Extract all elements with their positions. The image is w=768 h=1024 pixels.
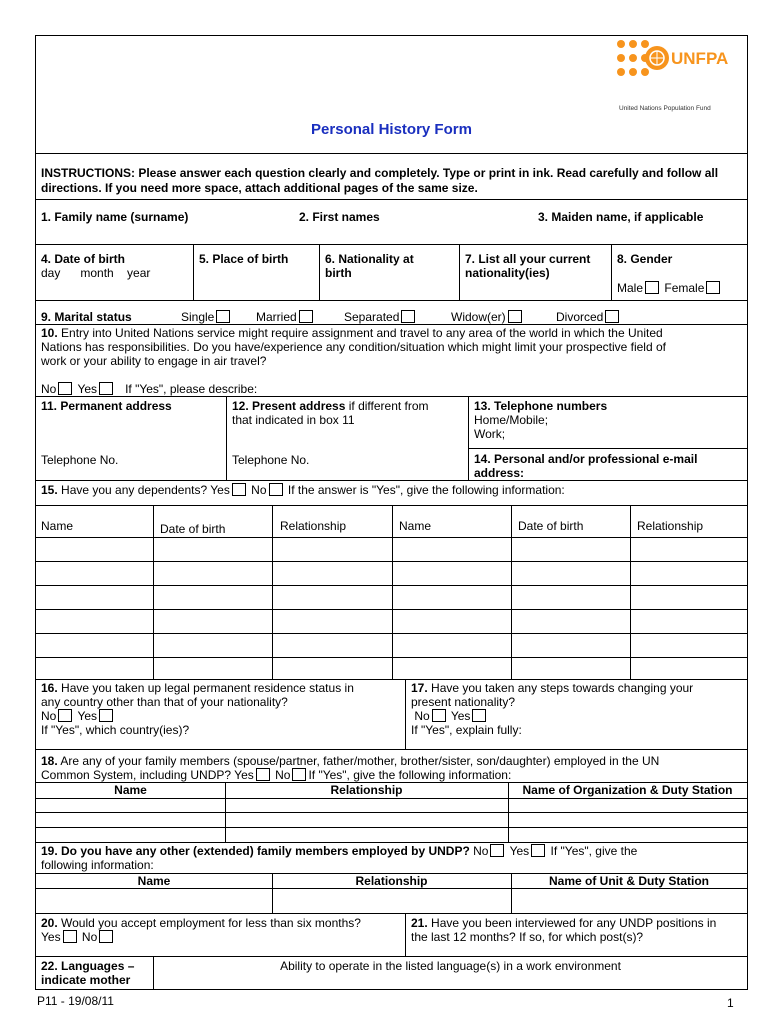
gender-female-label: Female bbox=[664, 281, 705, 295]
q18-line1: Are any of your family members (spouse/partner, father/mother, brother/sister, son/daughter) employed in the UN bbox=[57, 754, 660, 768]
q16-no-label: No bbox=[41, 709, 57, 723]
q15-number: 15. bbox=[41, 483, 58, 497]
undp-family-col-unit: Name of Unit & Duty Station bbox=[548, 874, 709, 888]
q15-no-label: No bbox=[251, 483, 267, 497]
present-address-cell[interactable] bbox=[226, 397, 468, 480]
family-name-label: 1. Family name (surname) bbox=[41, 210, 189, 224]
row-q19 bbox=[36, 843, 747, 874]
q20-yes-checkbox[interactable] bbox=[63, 930, 77, 943]
current-nationality-label-1: 7. List all your current bbox=[465, 252, 591, 266]
work-label: Work; bbox=[474, 427, 506, 441]
q10-number: 10. bbox=[41, 326, 58, 340]
dependents-col-dob-2: Date of birth bbox=[518, 519, 584, 533]
q18-yes-checkbox[interactable] bbox=[256, 768, 270, 781]
q10-line2: Nations has responsibilities. Do you have/experience any condition/situation which might limit your prospective field of bbox=[41, 340, 666, 354]
q20-no-label: No bbox=[81, 930, 98, 944]
telephone-numbers-box[interactable] bbox=[469, 397, 747, 449]
logo-caption: United Nations Population Fund bbox=[619, 105, 711, 112]
q16-number: 16. bbox=[41, 681, 58, 695]
q17-line4: If "Yes", explain fully: bbox=[411, 723, 522, 737]
dependents-col-name-2: Name bbox=[399, 519, 432, 533]
permanent-telephone-label: Telephone No. bbox=[41, 453, 119, 467]
un-family-col-name: Name bbox=[114, 783, 147, 797]
languages-label-2: indicate mother bbox=[41, 973, 131, 987]
q20-yes-label: Yes bbox=[41, 930, 61, 944]
gender-male-label: Male bbox=[617, 281, 644, 295]
date-of-birth-label: 4. Date of birth bbox=[41, 252, 126, 266]
q10-line3: work or your ability to engage in air travel? bbox=[41, 354, 267, 368]
present-address-label: 12. Present address bbox=[232, 399, 346, 413]
instructions-text: INSTRUCTIONS: Please answer each question clearly and completely. Type or print in ink. Read carefully and follow all directions. If you need more space, attach additional pages of the same size. bbox=[41, 166, 719, 195]
q15-rest: If the answer is "Yes", give the following information: bbox=[287, 483, 565, 497]
q20-no-checkbox[interactable] bbox=[99, 930, 113, 943]
row-q16-q17 bbox=[36, 680, 747, 750]
languages-label-1: 22. Languages – bbox=[41, 959, 135, 973]
q19-yes-checkbox[interactable] bbox=[531, 844, 545, 857]
undp-family-table bbox=[36, 874, 747, 914]
gender-male-checkbox[interactable] bbox=[645, 281, 659, 294]
q19-rest: If "Yes", give the bbox=[550, 844, 638, 858]
header-row bbox=[36, 36, 747, 154]
q10-yes-label: Yes bbox=[77, 382, 98, 396]
home-mobile-label: Home/Mobile; bbox=[474, 413, 549, 427]
undp-family-col-relationship: Relationship bbox=[355, 874, 428, 888]
q15-yes-checkbox[interactable] bbox=[232, 483, 246, 496]
present-address-label-rest: if different from bbox=[345, 399, 429, 413]
q20-line1: Would you accept employment for less than six months? bbox=[57, 916, 361, 930]
dependents-col-relationship-2: Relationship bbox=[637, 519, 704, 533]
q19-no-checkbox[interactable] bbox=[490, 844, 504, 857]
row-q18 bbox=[36, 750, 747, 783]
gender-female-checkbox[interactable] bbox=[706, 281, 720, 294]
q15-text: Have you any dependents? Yes bbox=[57, 483, 230, 497]
q16-yes-checkbox[interactable] bbox=[99, 709, 113, 722]
place-of-birth-cell[interactable] bbox=[193, 245, 319, 300]
date-of-birth-cell[interactable] bbox=[36, 245, 193, 300]
unfpa-logo bbox=[609, 36, 739, 120]
place-of-birth-label: 5. Place of birth bbox=[199, 252, 289, 266]
dependents-col-relationship-1: Relationship bbox=[280, 519, 347, 533]
nationality-label-1: 6. Nationality at bbox=[325, 252, 414, 266]
row-marital bbox=[36, 301, 747, 325]
email-label-1: 14. Personal and/or professional e-mail bbox=[474, 452, 698, 466]
present-telephone-label: Telephone No. bbox=[232, 453, 310, 467]
dependents-table bbox=[36, 506, 747, 680]
permanent-address-label: 11. Permanent address bbox=[41, 399, 172, 413]
personal-history-form bbox=[35, 35, 748, 990]
undp-family-col-name: Name bbox=[137, 874, 171, 888]
q17-yes-label: Yes bbox=[450, 709, 471, 723]
q17-no-label: No bbox=[414, 709, 430, 723]
married-checkbox[interactable] bbox=[299, 310, 313, 323]
language-ability-cell bbox=[153, 957, 747, 990]
q10-no-label: No bbox=[41, 382, 57, 396]
un-family-col-organization: Name of Organization & Duty Station bbox=[522, 783, 733, 797]
logo-text: UNFPA bbox=[671, 49, 729, 68]
marital-status-label: 9. Marital status bbox=[41, 310, 132, 324]
q10-describe-label: If "Yes", please describe: bbox=[125, 382, 258, 396]
row-q22 bbox=[36, 957, 747, 990]
gender-cell bbox=[611, 245, 747, 300]
q17-yes-checkbox[interactable] bbox=[472, 709, 486, 722]
languages-cell bbox=[36, 957, 153, 990]
q19-yes-label: Yes bbox=[509, 844, 530, 858]
dependents-col-dob-1: Date of birth bbox=[160, 522, 226, 536]
q19-no-label: No bbox=[473, 844, 489, 858]
q17-no-checkbox[interactable] bbox=[432, 709, 446, 722]
q21-line1: Have you been interviewed for any UNDP positions in bbox=[427, 916, 717, 930]
q17-line2: present nationality? bbox=[411, 695, 516, 709]
row-addresses bbox=[36, 397, 747, 481]
row-q10 bbox=[36, 325, 747, 397]
q10-no-checkbox[interactable] bbox=[58, 382, 72, 395]
q10-yes-checkbox[interactable] bbox=[99, 382, 113, 395]
divorced-label: Divorced bbox=[556, 310, 604, 324]
q15-no-checkbox[interactable] bbox=[269, 483, 283, 496]
telephone-numbers-label: 13. Telephone numbers bbox=[474, 399, 608, 413]
q20-number: 20. bbox=[41, 916, 58, 930]
q18-no-checkbox[interactable] bbox=[292, 768, 306, 781]
row-birth bbox=[36, 245, 747, 301]
q16-line1: Have you taken up legal permanent residence status in bbox=[57, 681, 354, 695]
dependents-col-name-1: Name bbox=[41, 519, 74, 533]
current-nationality-label-2: nationality(ies) bbox=[465, 266, 550, 280]
permanent-address-cell[interactable] bbox=[36, 397, 226, 480]
page-title: Personal History Form bbox=[311, 121, 472, 138]
q21-line2: the last 12 months? If so, for which post(s)? bbox=[411, 930, 644, 944]
q16-line2: any country other than that of your nationality? bbox=[41, 695, 288, 709]
single-label: Single bbox=[181, 310, 215, 324]
q21-number: 21. bbox=[411, 916, 428, 930]
q16-cell bbox=[36, 680, 405, 749]
present-address-line2: that indicated in box 11 bbox=[232, 413, 355, 427]
q18-no-label: No bbox=[275, 768, 291, 782]
q10-line1: Entry into United Nations service might require assignment and travel to any area of the world in which the United bbox=[57, 326, 663, 340]
gender-label: 8. Gender bbox=[617, 252, 673, 266]
page-number: 1 bbox=[727, 996, 734, 1010]
q16-yes-label: Yes bbox=[77, 709, 98, 723]
q18-rest: If "Yes", give the following information: bbox=[308, 768, 512, 782]
separated-label: Separated bbox=[344, 310, 400, 324]
q16-line4: If "Yes", which country(ies)? bbox=[41, 723, 190, 737]
q21-cell[interactable] bbox=[405, 914, 747, 956]
divorced-checkbox[interactable] bbox=[605, 310, 619, 323]
q18-line2: Common System, including UNDP? Yes bbox=[41, 768, 254, 782]
row-q20-q21 bbox=[36, 914, 747, 957]
q16-no-checkbox[interactable] bbox=[58, 709, 72, 722]
un-family-table bbox=[36, 783, 747, 843]
row-q15 bbox=[36, 481, 747, 506]
email-box[interactable] bbox=[469, 450, 747, 482]
nationality-at-birth-cell[interactable] bbox=[319, 245, 459, 300]
row-names bbox=[36, 200, 747, 245]
form-id: P11 - 19/08/11 bbox=[37, 994, 114, 1008]
maiden-name-label: 3. Maiden name, if applicable bbox=[538, 210, 704, 224]
q17-number: 17. bbox=[411, 681, 428, 695]
q17-cell bbox=[405, 680, 747, 749]
nationality-label-2: birth bbox=[325, 266, 352, 280]
date-of-birth-sub: day month year bbox=[41, 266, 151, 280]
current-nationalities-cell[interactable] bbox=[459, 245, 611, 300]
widow-label: Widow(er) bbox=[451, 310, 506, 324]
q20-cell bbox=[36, 914, 405, 956]
email-label-2: address: bbox=[474, 466, 525, 480]
married-label: Married bbox=[256, 310, 297, 324]
language-ability-header: Ability to operate in the listed language(s) in a work environment bbox=[280, 959, 621, 973]
single-checkbox[interactable] bbox=[216, 310, 230, 323]
separated-checkbox[interactable] bbox=[401, 310, 415, 323]
q18-number: 18. bbox=[41, 754, 58, 768]
q19-label: 19. Do you have any other (extended) family members employed by UNDP? bbox=[41, 844, 470, 858]
q17-line1: Have you taken any steps towards changing your bbox=[427, 681, 694, 695]
q19-line2: following information: bbox=[41, 858, 154, 872]
un-family-col-relationship: Relationship bbox=[330, 783, 403, 797]
widow-checkbox[interactable] bbox=[508, 310, 522, 323]
instructions-row bbox=[36, 154, 747, 200]
first-names-label: 2. First names bbox=[299, 210, 380, 224]
telephone-email-cell bbox=[468, 397, 747, 480]
